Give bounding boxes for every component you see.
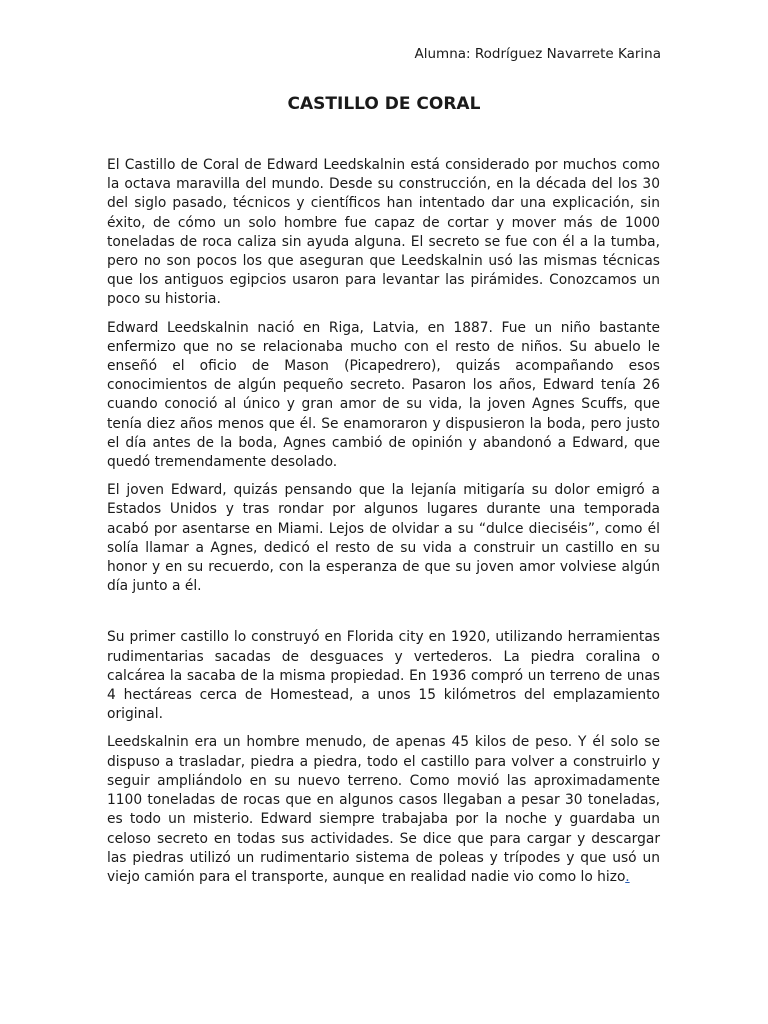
paragraph-5 [107,733,660,887]
final-period: . [625,868,630,885]
paragraph-5-text: Leedskalnin era un hombre menudo, de apenas 45 kilos de peso. Y él solo se dispuso a trasladar, piedra a piedra, todo el castillo para volver a construirlo y seguir ampliándolo en su nuevo terreno. Como movió las aproximadamente 1100 toneladas de rocas que en algunos casos llegaban a pesar 30 toneladas, es todo un misterio. Edward siempre trabajaba por la noche y guardaba un celoso secreto en todas sus actividades. Se dice que para cargar y descargar las piedras utilizó un rudimentario sistema de poleas y trípodes y que usó un viejo camión para el transporte, aunque en realidad nadie vio como lo hizo [107,734,660,885]
paragraph-2: Edward Leedskalnin nació en Riga, Latvia, en 1887. Fue un niño bastante enfermizo que no se relacionaba mucho con el resto de niños. Su abuelo le enseñó el oficio de Mason (Picapedrero), quizás acompañando esos conocimientos de algún pequeño secreto. Pasaron los años, Edward tenía 26 cuando conoció al único y gran amor de su vida, la joven Agnes Scuffs, que tenía diez años menos que él. Se enamoraron y dispusieron la boda, pero justo el día antes de la boda, Agnes cambió de opinión y abandonó a Edward, que quedó tremendamente desolado. [107,319,660,471]
paragraph-3: El joven Edward, quizás pensando que la lejanía mitigaría su dolor emigró a Estados Unidos y tras rondar por algunos lugares durante una temporada acabó por asentarse en Miami. Lejos de olvidar a su “dulce dieciséis”, como él solía llamar a Agnes, dedicó el resto de su vida a construir un castillo en su honor y en su recuerdo, con la esperanza de que su joven amor volviese algún día junto a él. [107,482,660,595]
document-body [107,156,660,896]
author-line: Alumna: Rodríguez Navarrete Karina [414,46,661,62]
paragraph-4: Su primer castillo lo construyó en Florida city en 1920, utilizando herramientas rudimentarias sacadas de desguaces y vertederos. La piedra coralina o calcárea la sacaba de la misma propiedad. En 1936 compró un terreno de unas 4 hectáreas cerca de Homestead, a unos 15 kilómetros del emplazamiento original. [107,629,660,723]
paragraph-1: El Castillo de Coral de Edward Leedskalnin está considerado por muchos como la octava maravilla del mundo. Desde su construcción, en la década del los 30 del siglo pasado, técnicos y científicos han intentado dar una explicación, sin éxito, de cómo un solo hombre fue capaz de cortar y mover más de 1000 toneladas de roca caliza sin ayuda alguna. El secreto se fue con él a la tumba, pero no son pocos los que aseguran que Leedskalnin usó las mismas técnicas que los antiguos egipcios usaron para levantar las pirámides. Conozcamos un poco su historia. [107,157,660,308]
document-title: CASTILLO DE CORAL [287,94,481,114]
